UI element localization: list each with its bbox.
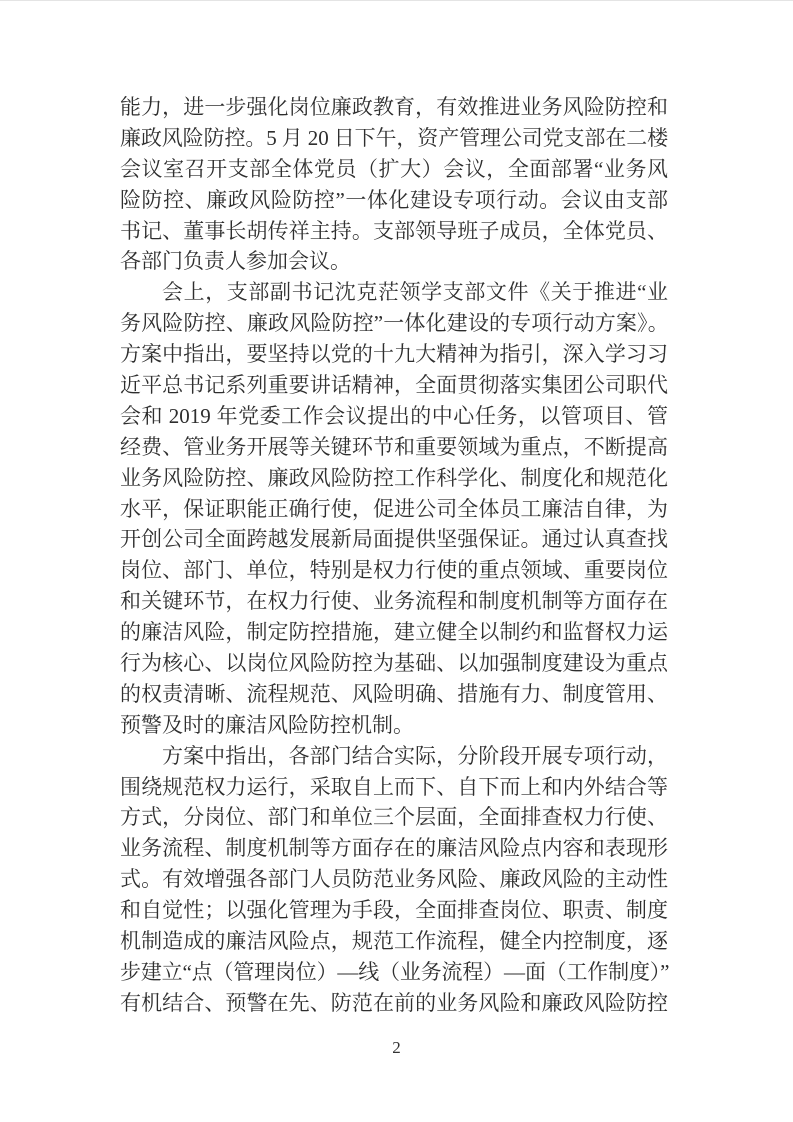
text-line: 有机结合、预警在先、防范在前的业务风险和廉政风险防控: [120, 990, 668, 1015]
text-line: 经费、管业务开展等关键环节和重要领域为重点，不断提高: [120, 434, 668, 459]
text-line: 水平，保证职能正确行使，促进公司全体员工廉洁自律，为: [120, 496, 668, 521]
text-line: 机制造成的廉洁风险点，规范工作流程，健全内控制度，逐: [120, 929, 668, 954]
text-line: 预警及时的廉洁风险防控机制。: [120, 712, 414, 737]
text-line: 务风险防控、廉政风险防控”一体化建设的专项行动方案》。: [120, 311, 668, 336]
text-line: 围绕规范权力运行，采取自上而下、自下而上和内外结合等: [120, 774, 668, 799]
text-line: 险防控、廉政风险防控”一体化建设专项行动。会议由支部: [120, 187, 668, 212]
text-line: 方案中指出，要坚持以党的十九大精神为指引，深入学习习: [120, 342, 668, 367]
text-line: 行为核心、以岗位风险防控为基础、以加强制度建设为重点: [120, 651, 668, 676]
text-line: 近平总书记系列重要讲话精神，全面贯彻落实集团公司职代: [120, 373, 668, 398]
text-line: 业务风险防控、廉政风险防控工作科学化、制度化和规范化: [120, 465, 668, 490]
text-line: 书记、董事长胡传祥主持。支部领导班子成员，全体党员、: [120, 218, 668, 243]
text-line: 各部门负责人参加会议。: [120, 249, 351, 274]
text-line: 的权责清晰、流程规范、风险明确、措施有力、制度管用、: [120, 681, 668, 706]
text-line: 会上，支部副书记沈克茫领学支部文件《关于推进“业: [162, 280, 668, 305]
text-line: 岗位、部门、单位，特别是权力行使的重点领域、重要岗位: [120, 558, 668, 583]
paragraph: [120, 92, 668, 277]
text-line: 方式，分岗位、部门和单位三个层面，全面排查权力行使、: [120, 805, 668, 830]
text-body: [120, 92, 668, 1019]
text-line: 廉政风险防控。5 月 20 日下午，资产管理公司党支部在二楼: [120, 125, 668, 150]
text-line: 业务流程、制度机制等方面存在的廉洁风险点内容和表现形: [120, 836, 668, 861]
page-top-edge: [0, 0, 793, 1]
text-line: 和自觉性；以强化管理为手段，全面排查岗位、职责、制度: [120, 898, 668, 923]
text-line: 的廉洁风险，制定防控措施，建立健全以制约和监督权力运: [120, 620, 668, 645]
paragraph: [120, 277, 668, 740]
paragraph: [120, 741, 668, 1019]
text-line: 和关键环节，在权力行使、业务流程和制度机制等方面存在: [120, 589, 668, 614]
text-line: 能力，进一步强化岗位廉政教育，有效推进业务风险防控和: [120, 95, 668, 119]
text-line: 方案中指出，各部门结合实际，分阶段开展专项行动，: [162, 743, 668, 768]
page-number: 2: [392, 1038, 401, 1057]
text-line: 式。有效增强各部门人员防范业务风险、廉政风险的主动性: [120, 867, 668, 892]
text-line: 会和 2019 年党委工作会议提出的中心任务，以管项目、管: [120, 403, 668, 428]
text-line: 开创公司全面跨越发展新局面提供坚强保证。通过认真查找: [120, 527, 668, 552]
text-line: 步建立“点（管理岗位）—线（业务流程）—面（工作制度）”: [120, 959, 668, 984]
text-line: 会议室召开支部全体党员（扩大）会议，全面部署“业务风: [120, 156, 668, 181]
